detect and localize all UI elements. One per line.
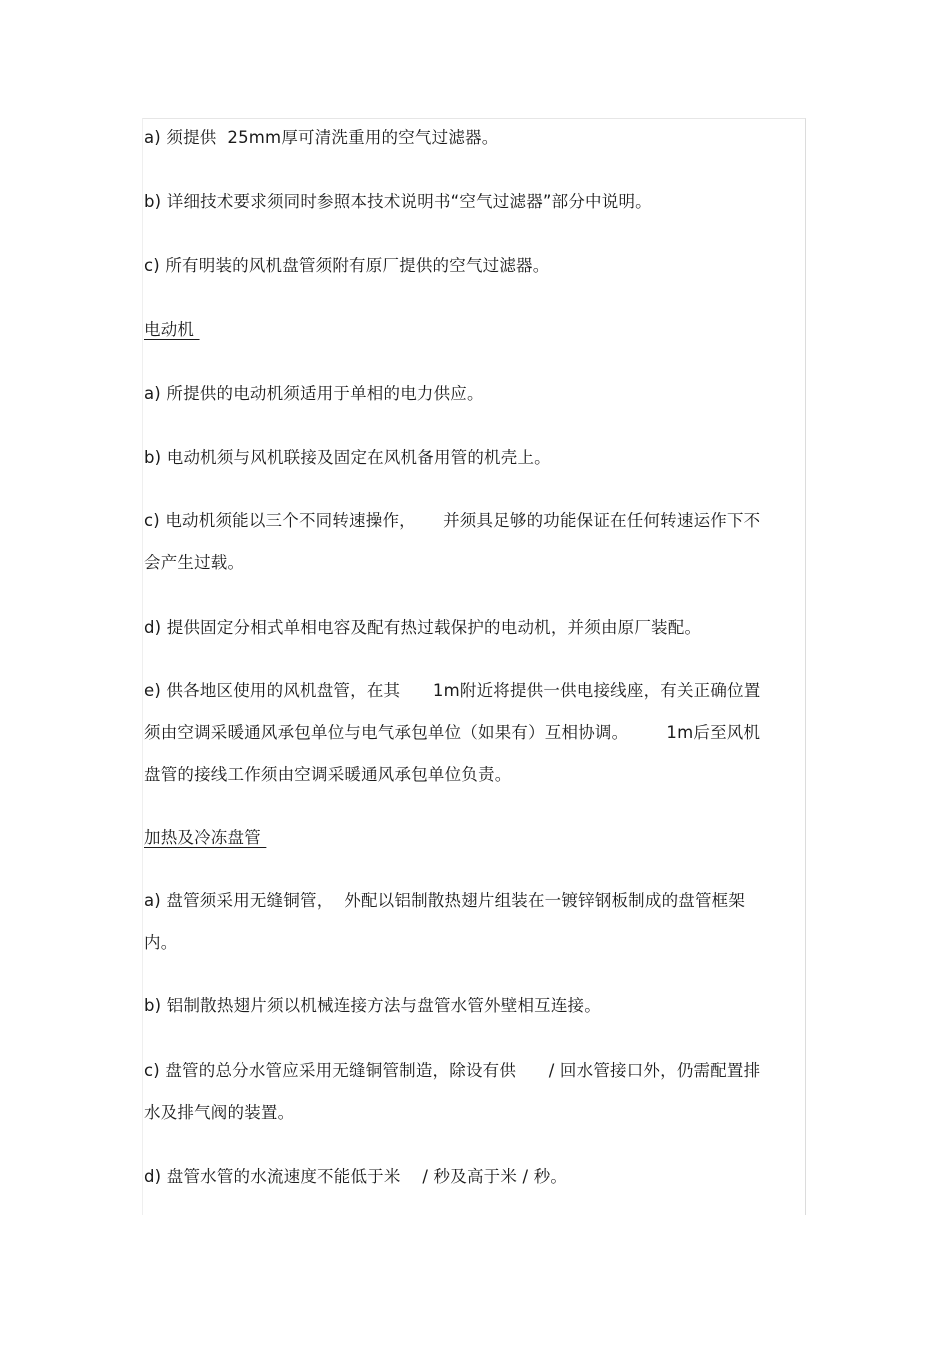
filter-item-c: c) 所有明装的风机盘管须附有原厂提供的空气过滤器。 [144,256,550,275]
filter-item-a: a) 须提供 25mm厚可清洗重用的空气过滤器。 [144,128,499,147]
motor-item-c-line1: c) 电动机须能以三个不同转速操作， 并须具足够的功能保证在任何转速运作下不 [144,511,761,530]
coil-item-a-line2: 内。 [144,933,178,952]
coil-item-d: d) 盘管水管的水流速度不能低于米 / 秒及高于米 / 秒。 [144,1167,568,1186]
section-heading-motor: 电动机 [144,320,200,339]
motor-item-a: a) 所提供的电动机须适用于单相的电力供应。 [144,384,484,403]
motor-item-e-line3: 盘管的接线工作须由空调采暖通风承包单位负责。 [144,765,512,784]
coil-item-c-line1: c) 盘管的总分水管应采用无缝铜管制造，除设有供 / 回水管接口外，仍需配置排 [144,1061,761,1080]
motor-item-c-line2: 会产生过载。 [144,553,245,572]
motor-item-e-line1: e) 供各地区使用的风机盘管，在其 1m附近将提供一供电接线座，有关正确位置 [144,681,761,700]
motor-item-b: b) 电动机须与风机联接及固定在风机备用管的机壳上。 [144,448,551,467]
coil-item-b: b) 铝制散热翅片须以机械连接方法与盘管水管外壁相互连接。 [144,996,601,1015]
section-heading-coil: 加热及冷冻盘管 [144,828,267,847]
filter-item-b: b) 详细技术要求须同时参照本技术说明书“空气过滤器”部分中说明。 [144,192,652,211]
page-frame [142,118,806,1215]
motor-item-e-line2: 须由空调采暖通风承包单位与电气承包单位（如果有）互相协调。 1m后至风机 [144,723,761,742]
coil-item-c-line2: 水及排气阀的装置。 [144,1103,295,1122]
motor-item-d: d) 提供固定分相式单相电容及配有热过载保护的电动机，并须由原厂装配。 [144,618,702,637]
coil-item-a-line1: a) 盘管须采用无缝铜管， 外配以铝制散热翅片组装在一镀锌钢板制成的盘管框架 [144,891,746,910]
